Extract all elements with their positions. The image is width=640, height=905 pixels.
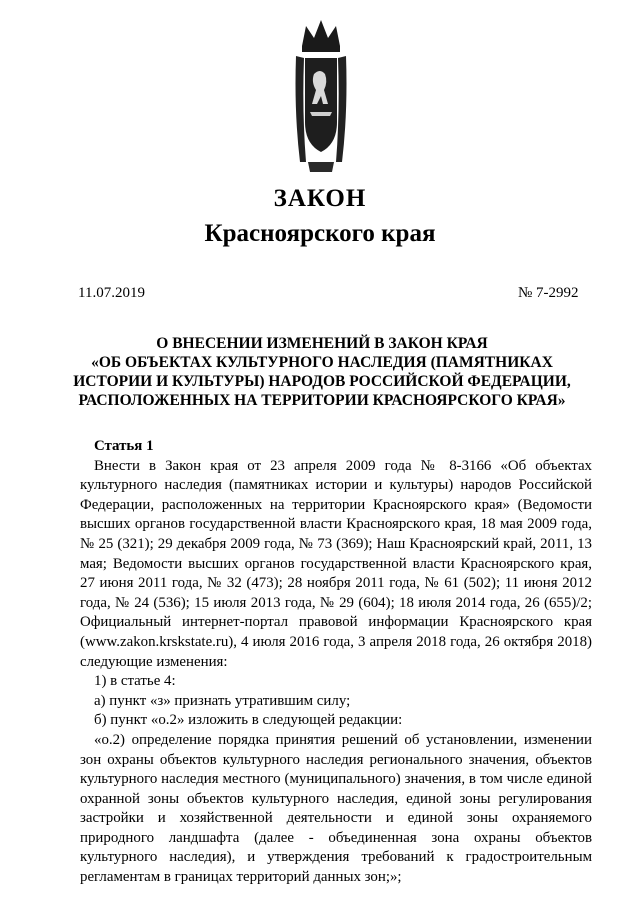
document-subtitle: Красноярского края [204,220,436,247]
list-item: 1) в статье 4: [94,673,176,690]
list-item: б) пункт «о.2» изложить в следующей редакции: [94,712,403,729]
article-intro: Внести в Закон края от 23 апреля 2009 года № 8-3166 «Об объектах культурного наследия (памятниках истории и культуры) народов Российской Федерации, расположенных на территории Красноярского края» (Ведомости высших органов государственной власти Красноярского края, 18 мая 2009 года, № 25 (321); 29 декабря 2009 года, № 73 (369); Наш Красноярский край, 2011, 13 мая; Ведомости высших органов государственной власти Красноярского края, 27 июня 2011 года, № 32 (473); 28 ноября 2011 года, № 61 (502); 11 июня 2012 года, № 24 (536); 15 июля 2013 года, № 29 (604); 18 июля 2014 года, 26 (655)/2; Официальный интернет-портал правовой информации Красноярского края (www.zakon.krskstate.ru), 4 июля 2016 года, 3 апреля 2018 года, 26 октября 2018) следующие изменения: [80,457,592,670]
quoted-provision: «о.2) определение порядка принятия решений об установлении, изменении зон охраны объектов культурного наследия регионального значения, объектов культурного наследия местного (муниципального) значения, в том числе единой охранной зоны объектов культурного наследия, единой зоны регулирования застройки и хозяйственной деятельности и единой зоны охраняемого природного ландшафта (далее - объединенная зона охраны объектов культурного наследия), и утверждения требований к градостроительным регламентам в границах территорий данных зон;»; [80,731,592,886]
law-heading-line: РАСПОЛОЖЕННЫХ НА ТЕРРИТОРИИ КРАСНОЯРСКОГО КРАЯ» [78,392,566,409]
article-body [80,437,592,888]
document-number: № 7-2992 [518,285,579,301]
law-heading [62,334,582,410]
document-date: 11.07.2019 [78,285,145,301]
law-heading-line: ИСТОРИИ И КУЛЬТУРЫ) НАРОДОВ РОССИЙСКОЙ ФЕДЕРАЦИИ, [73,373,571,390]
article-heading: Статья 1 [94,438,154,454]
list-item: а) пункт «з» признать утратившим силу; [94,692,351,709]
law-heading-line: «ОБ ОБЪЕКТАХ КУЛЬТУРНОГО НАСЛЕДИЯ (ПАМЯТНИКАХ [91,354,553,371]
coat-of-arms-icon [292,12,350,180]
document-title: ЗАКОН [273,185,367,212]
law-heading-line: О ВНЕСЕНИИ ИЗМЕНЕНИЙ В ЗАКОН КРАЯ [156,335,488,352]
